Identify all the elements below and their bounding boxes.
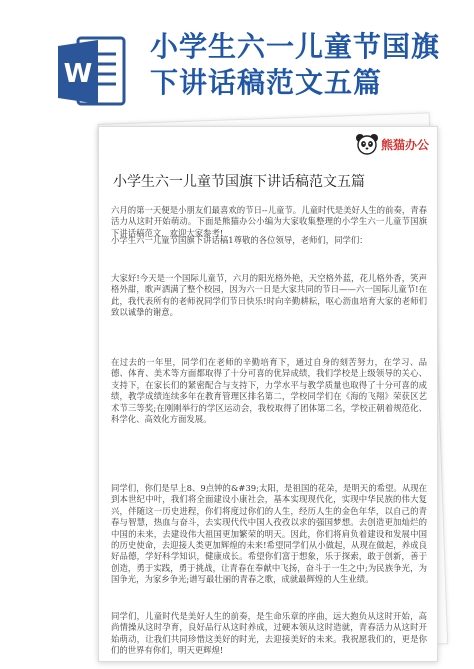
word-icon-letter: W <box>63 59 93 89</box>
paragraph-achievements: 在过去的一年里，同学们在老师的辛勤培育下，通过自身的刻苦努力，在学习、品德、体育、美术等方面都取得了十分可喜的优异成绩，我们学校是上级领导的关心、支持下，在家长们的紧密配合与支持下，力学水平与教学质量也取得了十分可喜的成绩，教学成绩连续多年在教育管理区排名第二，学校同学们在《海的飞翔》荣获区艺术节三等奖;在刚刚举行的学区运动会，我校取得了团体第二名，学校正朝着规范化、科学化、高效化方面发展。 <box>111 357 427 425</box>
paragraph-closing: 同学们，儿童时代是美好人生的前奏，是生命乐章的序曲，远大抱负从这时开始，高尚情操从这时孕育，良好品行从这时养成，过硬本领从这时造就，青春活力从这时开始萌动，让我们共同珍惜这美好的时光，去迎接美好的未来。我祝愿我们的，更是你们的世界有你们，明天更辉煌! <box>111 611 427 656</box>
panda-icon <box>355 133 379 155</box>
paragraph-greeting: 大家好!今天是一个国际儿童节，六月的阳光格外艳，天空格外蓝，花儿格外香，笑声格外甜，歌声洒满了整个校园，因为六一日是大家共同的节日——六一国际儿童节!在此，我代表所有的老师祝同学们节日快乐!时向辛勤耕耘，呕心沥血培育大家的老师们致以诚挚的谢意。 <box>111 273 427 318</box>
banner <box>0 0 474 130</box>
banner-title-line-1: 小学生六一儿童节国旗 <box>150 30 441 63</box>
word-document-icon <box>56 34 130 110</box>
document-page <box>98 126 438 662</box>
brand-name: 熊猫办公 <box>380 137 429 152</box>
paragraph-salutation: 小学生六一儿童节国旗下讲话稿1尊敬的各位领导，老师们，同学们： <box>111 235 368 245</box>
document-title: 小学生六一儿童节国旗下讲话稿范文五篇 <box>113 174 365 190</box>
banner-title-line-2: 下讲话稿范文五篇 <box>150 66 383 99</box>
brand-logo <box>355 133 429 155</box>
paragraph-intro: 六月的第一天便是小朋友们最喜欢的节日--儿童节。儿童时代是美好人生的前奏，青春活力从这时开始萌动。下面是熊猫办公小编为大家收集整理的小学生六一儿童节国旗下讲话稿范文，欢迎大家参考! <box>111 205 427 238</box>
paragraph-hopes: 同学们，你们是早上8、9点钟的&#39;太阳，是祖国的花朵，是明天的希望。从现在到本世纪中叶，我们将全面建设小康社会，基本实现现代化，实现中华民族的伟大复兴，伴随这一历史进程，你们将度过你们的人生，经历人生的金色年华，以自己的青春与智慧，热血与奋斗，去实现代代中国人孜孜以求的强国梦想。去创造更加灿烂的中国的未来，去建设伟大祖国更加繁荣的明天。因此，你们将肩负着建设和发展中国的历史使命，去迎接人类更加辉煌的未来!希望同学们从小做起，从现在做起，养成良好品德，学好科学知识，健康成长。希望你们富于想象，乐于探索，敢于创新，善于创造，勇于实践，勇于挑战，让青春在奉献中飞扬，奋斗于一生之中;为民族争光，为国争光，为家乡争光;谱写最壮丽的青春之歌，成就最辉煌的人生业绩。 <box>111 483 427 585</box>
